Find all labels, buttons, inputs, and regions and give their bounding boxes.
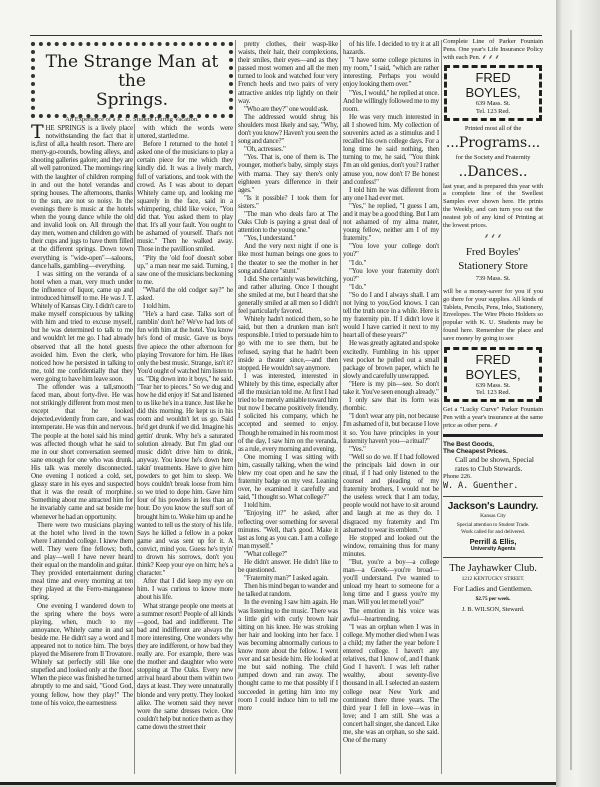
article-paragraph: What strange people one meets at a summer resort! People of all kinds—good, bad and indifferent. The bad and indifferent are always the more interesting. One wonders why they are indifferent, or how bad they really are. For example, there was the mother and daughter who were stopping at The Oaks. Every new arrival heard about them within two days at least. They were unnaturally blonde and very pretty. They looked alike. The women said they never wore the same dresses twice. One couldn't help but notice them as they came down the street their bbox=[137, 601, 233, 731]
jayhawker-club-ad bbox=[443, 562, 543, 614]
fred-boyles-address: 639 Mass. St. bbox=[475, 381, 511, 389]
laundry-agents-sub: University Agents bbox=[470, 545, 516, 552]
article-paragraph: pretty clothes, their wasp-like waists, their hair, their complexions, their smiles, their eyes—and as they passed most women and all the men turned to look and watched four very French heels and two pairs of very attractive ankles trip lightly on their way. bbox=[238, 40, 338, 105]
article-title-line1: The Strange Man at the bbox=[45, 52, 219, 91]
article-paragraph: One morning I was sitting with him, casually talking, when the wind blew my coat open and he saw the fraternity badge on my vest. Leaning over, he examined it carefully and said, "I thought so. What college?" bbox=[238, 452, 338, 502]
jayhawker-price: $2.75 per week. bbox=[475, 595, 511, 602]
jayhawker-steward: J. B. WILSON, Steward. bbox=[461, 605, 525, 613]
article-paragraph: One evening I wandered down to the spring where the boys were playing, when, much to my annoyance, Whitely came in and sat beside me. He didn't say a word and I appeared not to notice him. The boys played the Miserere from Il Trovatore. Whitely sat perfectly still like one stupefied and looked only at the floor. When the piece was finished he turned abruptly to me and said, "Good God, young fellow, how they play!" The tone of his voice, the earnestness bbox=[31, 601, 133, 707]
paragraph-text: HE SPRINGS is a lively place notwithstanding the fact that it is,first of all,a health resort. There are merry-go-rounds, bowling alleys, and shooting galleries galore; and they are all well patronized. The mornings ring with the laughter of children romping in and out the hotel verandas and spring houses. The afternoons, thanks to the sun, are not so noisy. In the evenings there is music at the hotels when the young dance while the old and invalid look on. All through the day men, women and children go with their cups and jugs to have them filled at the different springs. Down town everything is "wide-open"—saloons, dance halls, gambling—everything. bbox=[31, 124, 133, 270]
article-paragraph: I told him. bbox=[143, 302, 171, 311]
lucky-curve-ad: Get a "Lucky Curve" Parker Fountain Pen with a year's insurance at the same price as other pens. ⸙ bbox=[443, 406, 543, 429]
fred-boyles-phone: Tel. 123 Red. bbox=[475, 389, 511, 397]
article-column-4 bbox=[343, 40, 439, 744]
stationery-title2: Stationery Store bbox=[458, 260, 528, 273]
article-paragraph: "Yes. That is, one of them is. The younger, mother's baby, simply stays with mama. They say there's only eighteen years difference in their ages." bbox=[238, 153, 338, 194]
fred-boyles-name: FRED BOYLES, bbox=[465, 351, 521, 382]
fred-boyles-phone: Tel. 123 Red. bbox=[475, 108, 511, 116]
article-paragraph: I told him he was different from any one I had ever met. bbox=[343, 185, 439, 202]
fred-boyles-name: FRED BOYLES, bbox=[465, 70, 521, 101]
article-paragraph: "I don't wear any pin, not because I'm ashamed of it, but because I love it so. You have principles in your fraternity haven't you—a ritual?" bbox=[343, 412, 439, 445]
printing-line2: for the Society and Fraternity bbox=[455, 153, 531, 161]
article-paragraph: After that I did keep my eye on him. I was curious to know more about his life. bbox=[137, 577, 233, 602]
dances-heading: ..Dances.. bbox=[458, 163, 528, 180]
article-paragraph: "Yes." bbox=[349, 444, 366, 453]
printing-ad bbox=[443, 125, 543, 241]
stationery-body: will be a money-saver for you if you go there for your supplies. All kinds of Tablets, Pencils, Pens, Inks, Stationery, Envelopes. The Wire Photo Holders so popular with K. U. Students may be found here. Remember the place and save money by going to see bbox=[443, 287, 543, 342]
article-paragraph: "I was an orphan when I was in college. My mother died when I was a child; my father the year before I entered college. I haven't any relatives, that I know of, and I thank God I haven't. I was left rather wealthy, about seventy-five thousand in all. I selected an eastern college near New York and continued there three years. The third year I fell in love—was in love; and I am still. She was a concert hall singer, she danced. Like me, she was an orphan, so she said. One of the many bbox=[343, 622, 439, 745]
article-paragraph bbox=[31, 121, 133, 270]
article-paragraph: I told him. bbox=[244, 501, 272, 510]
fred-boyles-box-ad-2 bbox=[444, 347, 542, 403]
laundry-line2: Work called for and delivered. bbox=[461, 528, 525, 535]
divider bbox=[443, 557, 543, 558]
article-paragraph: "I do." bbox=[349, 282, 367, 291]
divider bbox=[443, 496, 543, 497]
article-paragraph: "So do I and I always shall. I am not lying to you,God knows. I can tell the truth once in a while. Here is my fraternity pin. If I didn't love it would I have carried it next to my heart all of these years?" bbox=[343, 290, 439, 340]
article-paragraph: The addressed would shrug his shoulders most likely and say, "Why, don't you know? Haven't you seen the song and dance?" bbox=[238, 112, 338, 146]
article-paragraph: In the evening I saw him again. He was listening to the music. There was a little girl with curly brown hair sitting on his knee. He was stroking her hair and looking into her face. I was becoming abnormally curious to know more about the fellow. I went over and sat beside him. He looked at me but said nothing. The child jumped down and ran away. The thought came to me that possibly if I succeeded in getting him into my room I could induce him to tell me more bbox=[238, 598, 338, 712]
article-paragraph: "Well so do we. If I had followed the principals laid down in our ritual, if I had only listened to the counsel and pleading of my fraternity brothers, I would not be the useless wreck that I am today, people would not have to sit around and laugh at me as they do. I disgraced my fraternity and I'm ashamed to wear its emblem." bbox=[343, 452, 439, 534]
article-paragraph: "Here is my pin—see. So don't take it. You've seen enough already." bbox=[343, 379, 439, 397]
jayhawker-address: 1212 KENTUCKY STREET. bbox=[461, 575, 525, 582]
article-paragraph: "He's a hard case. Talks sort of ramblin' don't he? We've had lots of fun with him at the hotel. You know he's fond of music. Gave us boys five apiece the other afternoon for playing Trovatore for him. He likes only the best music. Strange, isn't it? You'd ought of watched him listen to us. "Dig down into it boys," he said. "Tear her to pieces." So we dug and how he did enjoy it! Sat and listened to us like he's in a trance. Just like he did this morning. He kept us in his room and wouldn't let us go. Said he'd get drunk if we did. Imagine his gettin' drunk. Why he's a saturated solution already. But I'm glad our music didn't drive him to drink, anyway. You know he's down here takin' treatments. Have to give him powders to get him to sleep. We boys couldn't break loose from him so we tried to dope him. Gave him four of his powders in less than an hour. Do you know the stuff sort of brought him to. Woke him up and he wanted to tell us the story of his life. Says he killed a fellow in a poker game and was sent up for it. A convict, mind you. Guess he's tryin' to drown his sorrows, don't you think? Keep your eye on him; he's a character." bbox=[137, 310, 234, 578]
article-paragraph: He was greatly agitated and spoke excitedly. Fumbling in his upper vest pocket he pulled out a small package of brown paper, which he slowly and carefully unwrapped. bbox=[343, 339, 439, 380]
guenther-line2: The Cheapest Prices. bbox=[443, 448, 508, 456]
article-paragraph: "Yes, I would," he replied at once. And he willingly followed me to my room. bbox=[343, 88, 439, 113]
article-paragraph: "The man who deals faro at The Oaks Club is paying a great deal of attention to the young one." bbox=[238, 209, 338, 235]
article-paragraph: "You love your college don't you?" bbox=[343, 242, 439, 259]
article-paragraph: The offender was a tall,smooth faced man, about forty-five. He was not strikingly different from most men except that he looked dejected,evidently from care, and was intemperate. He was thin and nervous. The people at the hotel said his mind was affected though what he said to me in our short conversation seemed sane enough for one who was drunk. His talk was merely disconnected. One evening I noticed a cold, set, glassy stare in his eyes and suspected that it was the result of morphine. Something about me attracted him for he invariably came and sat beside me whenever he had an opportunity. bbox=[31, 383, 133, 521]
article-subtitle: An Experience of a K. U. Student During Vacation. bbox=[65, 116, 199, 123]
jayhawker-line1: For Ladies and Gentlemen. bbox=[453, 583, 533, 593]
guenther-phone: Phone 226. bbox=[443, 473, 472, 481]
article-paragraph: He stopped and looked out the window, remaining thus for many minutes. bbox=[343, 533, 439, 558]
column-divider bbox=[340, 40, 341, 774]
article-paragraph: "Pity the 'old fool' doesn't sober up," a man near me said. Turning, I saw one of the musicians beckoning to me. bbox=[137, 253, 233, 286]
page-edge bbox=[556, 0, 600, 787]
column-divider bbox=[235, 40, 236, 774]
fred-boyles-box-ad bbox=[444, 65, 542, 121]
ornament: ⸙ ⸙ ⸙ bbox=[484, 233, 502, 241]
article-paragraph: "Fraternity man?" I asked again. bbox=[244, 574, 329, 583]
article-paragraph: Before I returned to the hotel I asked one of the musicians to play a certain piece for me which they kindly did. It was a lively march, full of variations, and took with the crowd. As I was about to depart Whitely came up, and looking me squarely in the face, said in a whimpering, child like voice, "You did that. You asked them to play that. It's all your fault. You ought to be ashamed of yourself. That's not music." Then he walked away. Those in the pavillion smiled. bbox=[137, 140, 233, 254]
article-paragraph: I only saw that its form was rhombic. bbox=[343, 396, 439, 413]
column-divider bbox=[134, 124, 135, 774]
article-paragraph: "What college?" bbox=[244, 549, 288, 558]
stationery-ad bbox=[443, 245, 543, 342]
top-rule bbox=[30, 35, 542, 36]
laundry-agents: Perrill & Ellis, bbox=[469, 536, 517, 546]
stationery-title1: Fred Boyles' bbox=[465, 246, 521, 259]
article-paragraph: "I have some college pictures in my room," I said, "which are rather interesting. Perhaps you would enjoy looking them over." bbox=[343, 56, 439, 89]
column-divider bbox=[441, 40, 442, 774]
laundry-ad bbox=[443, 501, 543, 553]
article-paragraph: Whitely hadn't noticed them, so he said, but then a drunken man isn't responsible. I tried to persuade him to go with me to see them, but he refused, saying that he hadn't been inside a theater since,—and then stopped. He wouldn't say anymore. bbox=[238, 315, 338, 372]
article-paragraph: And the very next night if one is like most human beings one goes to the theater to see the mother in her song and dance "stunt." bbox=[238, 242, 338, 275]
drop-cap: T bbox=[31, 121, 44, 143]
article-header bbox=[31, 42, 233, 123]
article-paragraph: "Oh, actresses." bbox=[244, 145, 286, 154]
article-paragraph: "Enjoying it?" he asked, after reflecting over something for several minutes. "Well, that's good. Make it last as long as you can. I am a college man myself." bbox=[238, 509, 338, 550]
article-paragraph: "Yes," he replied, "I guess I am, and it may be a good thing. But I am not ashamed of my alma mater, young fellow, neither am I of my fraternity." bbox=[343, 201, 439, 243]
article-column-3 bbox=[238, 40, 338, 712]
laundry-name: Jackson's Laundry. bbox=[447, 500, 539, 512]
advertisements-column bbox=[443, 38, 543, 614]
article-paragraph: "You love your fraternity don't you?" bbox=[343, 266, 439, 283]
laundry-city: Kansas City bbox=[480, 512, 506, 519]
printing-body: last year, and is prepared this year with a complete line of the Swellest Samples ever shown here. He prints the Weekly, and can turn you out the neatest job of any kind of Printing at the lowest prices. bbox=[443, 182, 543, 229]
guenther-body: Call and be shown, Special rates to Club Stewards. bbox=[455, 455, 534, 473]
guenther-ad bbox=[443, 441, 543, 492]
guenther-line1: The Best Goods, bbox=[443, 440, 494, 448]
article-paragraph: The emotion in his voice was awful—heartrending. bbox=[343, 606, 439, 623]
article-paragraph: He didn't answer. He didn't like to be questioned. bbox=[238, 558, 338, 575]
programs-heading: ...Programs... bbox=[445, 134, 541, 151]
article-paragraph: I was sitting on the veranda of a hotel when a man, very much under the influence of liquor, came up and introduced himself to me. He was J. T. Whitely of Kansas City. I didn't care to make myself conspicuous by talking with him and tried to excuse myself, but he was determined to talk to me and wouldn't let me go. I had already observed that all the hotel guests avoided him. Even the clerk, who noticed how he persisted in talking to me, told me confidentially that they were going to have him leave soon. bbox=[31, 269, 133, 383]
article-paragraph: He was very much interested in all I showed him. My collection of souvenirs acted as a stimulus and I recalled his own college days. For a long time he said nothing, then turning to me, he said, "You think I'm an old genius, don't you? I rather amuse you, now don't I? Be honest and confess!" bbox=[343, 112, 439, 186]
article-paragraph: Then his mind began to wander and he talked at random. bbox=[238, 582, 338, 599]
fred-boyles-address: 639 Mass. St. bbox=[475, 100, 511, 108]
article-paragraph: "I do." bbox=[349, 258, 367, 267]
article-paragraph: of his life. I decided to try it at all hazards. bbox=[343, 40, 439, 57]
article-paragraph: with which the words were uttered, startled me. bbox=[137, 124, 233, 141]
article-column-2 bbox=[137, 124, 233, 731]
article-paragraph: "But, you're a boy—a college man—a Greek—you're broad—you'll understand. I've wanted to unload my heart to someone for a long time and I guess you're my man. Will you let me tell you?" bbox=[343, 558, 439, 607]
page-fold bbox=[570, 30, 572, 770]
stationery-address: 739 Mass. St. bbox=[475, 275, 511, 283]
parker-pen-ad: Complete Line of Parker Fountain Pens. One year's Life Insurance Policy with each Pen. ⸙ ⸙ ⸙ bbox=[443, 38, 543, 61]
article-paragraph: "Yes, I understand." bbox=[244, 234, 297, 243]
jayhawker-name: The Jayhawker Club. bbox=[449, 562, 537, 574]
laundry-line1: Special attention to Student Trade. bbox=[456, 521, 530, 528]
article-paragraph: "What'd the old codger say?" he asked. bbox=[137, 285, 233, 302]
article-paragraph: "Is it possible? I took them for sisters." bbox=[238, 193, 338, 210]
guenther-name: W. A. Guenther. bbox=[443, 480, 519, 491]
article-paragraph: I did. She certainly was bewitching, and rather alluring. Once I thought she smiled at me, but I heard that she generally smiled at all men so I didn't feel particularly favored. bbox=[238, 274, 338, 316]
article-column-1 bbox=[31, 121, 133, 707]
printing-line1: Printed most all of the bbox=[464, 124, 522, 132]
article-title-line2: Springs. bbox=[95, 90, 169, 110]
article-paragraph: "Who are they?" one would ask. bbox=[244, 104, 329, 113]
article-paragraph: I was interested, interested in Whitely by this time, especially after all the musician told me. At first I had tried to be merely amiable toward him but now I became positively friendly. I solicited his company, which he accepted and seemed to enjoy. Though he remained in his room most of the day, I saw him on the veranda, as a rule, every morning and evening. bbox=[238, 371, 338, 453]
article-paragraph: There were two musicians playing at the hotel who lived in the town where I attended college. I knew them well. They were fine fellows; both, and play—well I have never heard their equal on the mandolin and guitar. They provided entertainment during meal time and every morning at ten they played at the Ferro-manganese spring. bbox=[31, 520, 133, 602]
divider bbox=[443, 434, 543, 437]
